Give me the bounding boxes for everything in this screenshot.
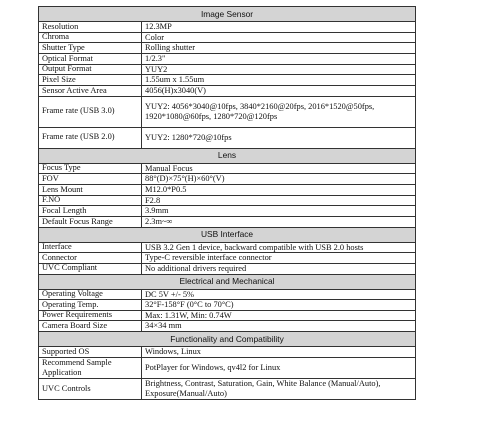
spec-row (39, 378, 416, 399)
section-title: USB Interface (39, 227, 416, 242)
spec-value: YUY2: 1280*720@10fps (142, 127, 416, 148)
spec-row (39, 64, 416, 75)
spec-row (39, 184, 416, 195)
spec-row (39, 357, 416, 378)
spec-label: Resolution (39, 22, 142, 33)
spec-value: PotPlayer for Windows, qv4l2 for Linux (142, 357, 416, 378)
spec-value: YUY2: 4056*3040@10fps, 3840*2160@20fps, 2016*1520@50fps, 1920*1080@60fps, 1280*720@120fps (142, 96, 416, 127)
spec-row (39, 347, 416, 358)
spec-row (39, 96, 416, 127)
spec-label: Chroma (39, 32, 142, 43)
spec-row (39, 253, 416, 264)
spec-label: Supported OS (39, 347, 142, 358)
spec-value: 4056(H)x3040(V) (142, 85, 416, 96)
spec-value: Rolling shutter (142, 43, 416, 54)
spec-label: Connector (39, 253, 142, 264)
spec-label: FOV (39, 174, 142, 185)
spec-row (39, 43, 416, 54)
spec-label: F.NO (39, 195, 142, 206)
spec-row (39, 216, 416, 227)
section-header-functionality-compatibility (39, 332, 416, 347)
spec-value: No additional drivers required (142, 263, 416, 274)
spec-value: F2.8 (142, 195, 416, 206)
spec-label: Optical Format (39, 53, 142, 64)
spec-value: YUY2 (142, 64, 416, 75)
spec-label: Output Format (39, 64, 142, 75)
spec-row (39, 32, 416, 43)
spec-value: 88°(D)×75°(H)×60°(V) (142, 174, 416, 185)
spec-label: Focal Length (39, 206, 142, 217)
spec-value: 2.3m~∞ (142, 216, 416, 227)
spec-row (39, 263, 416, 274)
section-header-usb-interface (39, 227, 416, 242)
spec-label: Operating Temp. (39, 300, 142, 311)
spec-value: M12.0*P0.5 (142, 184, 416, 195)
spec-label: Frame rate (USB 3.0) (39, 96, 142, 127)
spec-value: DC 5V +/- 5% (142, 289, 416, 300)
spec-label: UVC Compliant (39, 263, 142, 274)
spec-label: Shutter Type (39, 43, 142, 54)
spec-label: Recommend Sample Application (39, 357, 142, 378)
spec-row (39, 300, 416, 311)
spec-row (39, 75, 416, 86)
spec-table (38, 6, 416, 400)
spec-label: Focus Type (39, 163, 142, 174)
spec-row (39, 53, 416, 64)
section-header-lens (39, 148, 416, 163)
section-title: Lens (39, 148, 416, 163)
spec-label: Pixel Size (39, 75, 142, 86)
section-header-electrical-mechanical (39, 274, 416, 289)
spec-row (39, 206, 416, 217)
spec-value: Manual Focus (142, 163, 416, 174)
spec-label: Sensor Active Area (39, 85, 142, 96)
spec-value: 3.9mm (142, 206, 416, 217)
spec-row (39, 163, 416, 174)
spec-label: Camera Board Size (39, 321, 142, 332)
spec-value: Windows, Linux (142, 347, 416, 358)
section-header-image-sensor (39, 7, 416, 22)
spec-value: 32°F-158°F (0°C to 70°C) (142, 300, 416, 311)
spec-row (39, 22, 416, 33)
spec-row (39, 289, 416, 300)
spec-row (39, 174, 416, 185)
spec-value: 12.3MP (142, 22, 416, 33)
spec-label: Frame rate (USB 2.0) (39, 127, 142, 148)
section-title: Functionality and Compatibility (39, 332, 416, 347)
spec-label: UVC Controls (39, 378, 142, 399)
spec-value: Type-C reversible interface connector (142, 253, 416, 264)
spec-row (39, 321, 416, 332)
spec-row (39, 85, 416, 96)
spec-value: 1/2.3" (142, 53, 416, 64)
spec-value: USB 3.2 Gen 1 device, backward compatible with USB 2.0 hosts (142, 242, 416, 253)
spec-row (39, 195, 416, 206)
spec-value: Brightness, Contrast, Saturation, Gain, White Balance (Manual/Auto), Exposure(Manual/Auto) (142, 378, 416, 399)
spec-row (39, 127, 416, 148)
spec-row (39, 310, 416, 321)
spec-row (39, 242, 416, 253)
spec-label: Default Focus Range (39, 216, 142, 227)
spec-value: Color (142, 32, 416, 43)
section-title: Electrical and Mechanical (39, 274, 416, 289)
spec-value: 34×34 mm (142, 321, 416, 332)
section-title: Image Sensor (39, 7, 416, 22)
spec-label: Operating Voltage (39, 289, 142, 300)
spec-label: Power Requirements (39, 310, 142, 321)
spec-value: Max: 1.31W, Min: 0.74W (142, 310, 416, 321)
spec-sheet (38, 6, 415, 400)
spec-value: 1.55um x 1.55um (142, 75, 416, 86)
spec-label: Interface (39, 242, 142, 253)
spec-label: Lens Mount (39, 184, 142, 195)
